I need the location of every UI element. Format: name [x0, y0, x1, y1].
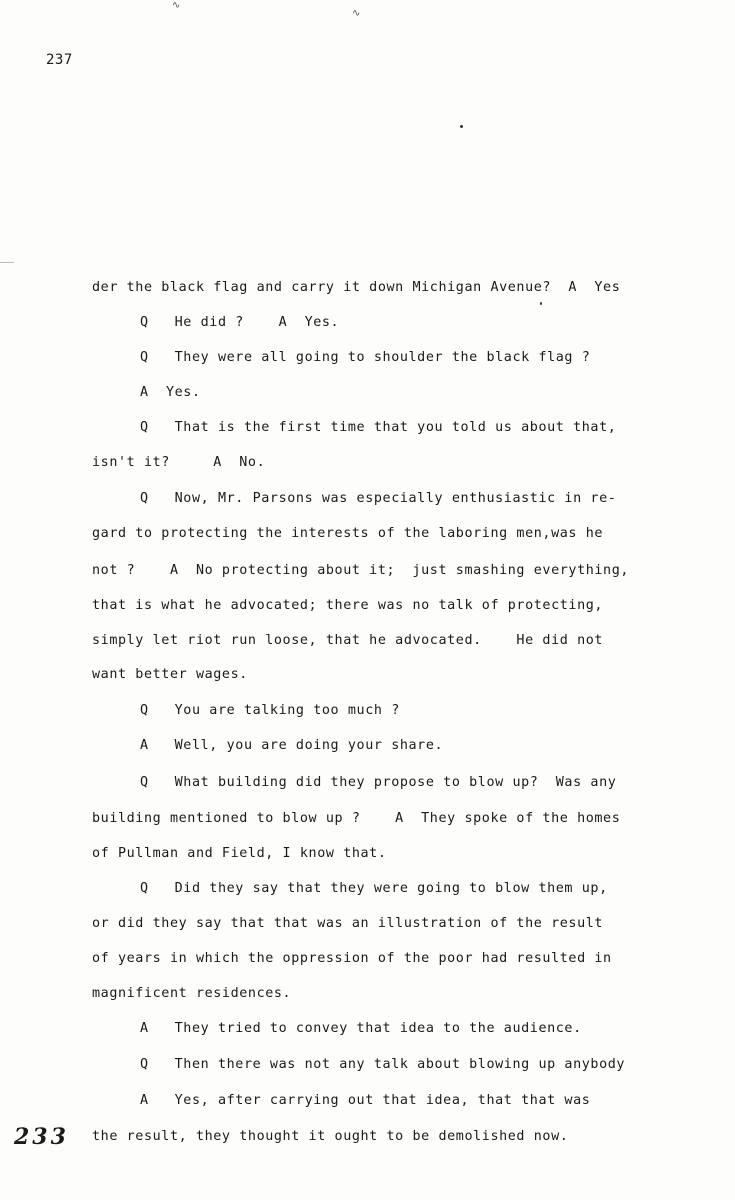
transcript-line: Q What building did they propose to blow up? Was any — [140, 775, 617, 790]
transcript-line: that is what he advocated; there was no talk of protecting, — [92, 598, 604, 613]
transcript-line: Q They were all going to shoulder the black flag ? — [140, 350, 591, 365]
transcript-line: A Yes. — [140, 385, 201, 400]
transcript-line: the result, they thought it ought to be demolished now. — [92, 1129, 569, 1144]
page-number: 237 — [46, 52, 73, 68]
top-smudge: ∿ — [352, 8, 361, 19]
ink-speck — [540, 302, 542, 305]
transcript-line: Q That is the first time that you told us about that, — [140, 420, 617, 435]
transcript-line: A They tried to convey that idea to the audience. — [140, 1021, 582, 1036]
margin-page-number: 233 — [14, 1124, 69, 1150]
transcript-line: Q Then there was not any talk about blowing up anybody — [140, 1057, 626, 1072]
transcript-line: A Well, you are doing your share. — [140, 738, 444, 753]
ink-speck — [460, 125, 463, 128]
transcript-line: magnificent residences. — [92, 986, 292, 1001]
transcript-line: isn't it? A No. — [92, 455, 266, 470]
transcript-line: of years in which the oppression of the poor had resulted in — [92, 951, 612, 966]
transcript-line: simply let riot run loose, that he advocated. He did not — [92, 633, 604, 648]
edge-mark — [0, 262, 14, 263]
transcript-line: Q Now, Mr. Parsons was especially enthusiastic in re- — [140, 491, 617, 506]
transcript-line: or did they say that that was an illustration of the result — [92, 916, 604, 931]
transcript-line: Q You are talking too much ? — [140, 703, 400, 718]
transcript-line: Q He did ? A Yes. — [140, 315, 340, 330]
transcript-line: not ? A No protecting about it; just smashing everything, — [92, 563, 630, 578]
transcript-line: building mentioned to blow up ? A They spoke of the homes — [92, 811, 621, 826]
transcript-line: Q Did they say that they were going to blow them up, — [140, 881, 608, 896]
transcript-line: der the black flag and carry it down Michigan Avenue? A Yes — [92, 280, 621, 295]
transcript-line: gard to protecting the interests of the laboring men,was he — [92, 526, 604, 541]
transcript-line: want better wages. — [92, 667, 248, 682]
transcript-line: A Yes, after carrying out that idea, that that was — [140, 1093, 591, 1108]
transcript-line: of Pullman and Field, I know that. — [92, 846, 387, 861]
top-smudge: ∿ — [172, 0, 181, 11]
